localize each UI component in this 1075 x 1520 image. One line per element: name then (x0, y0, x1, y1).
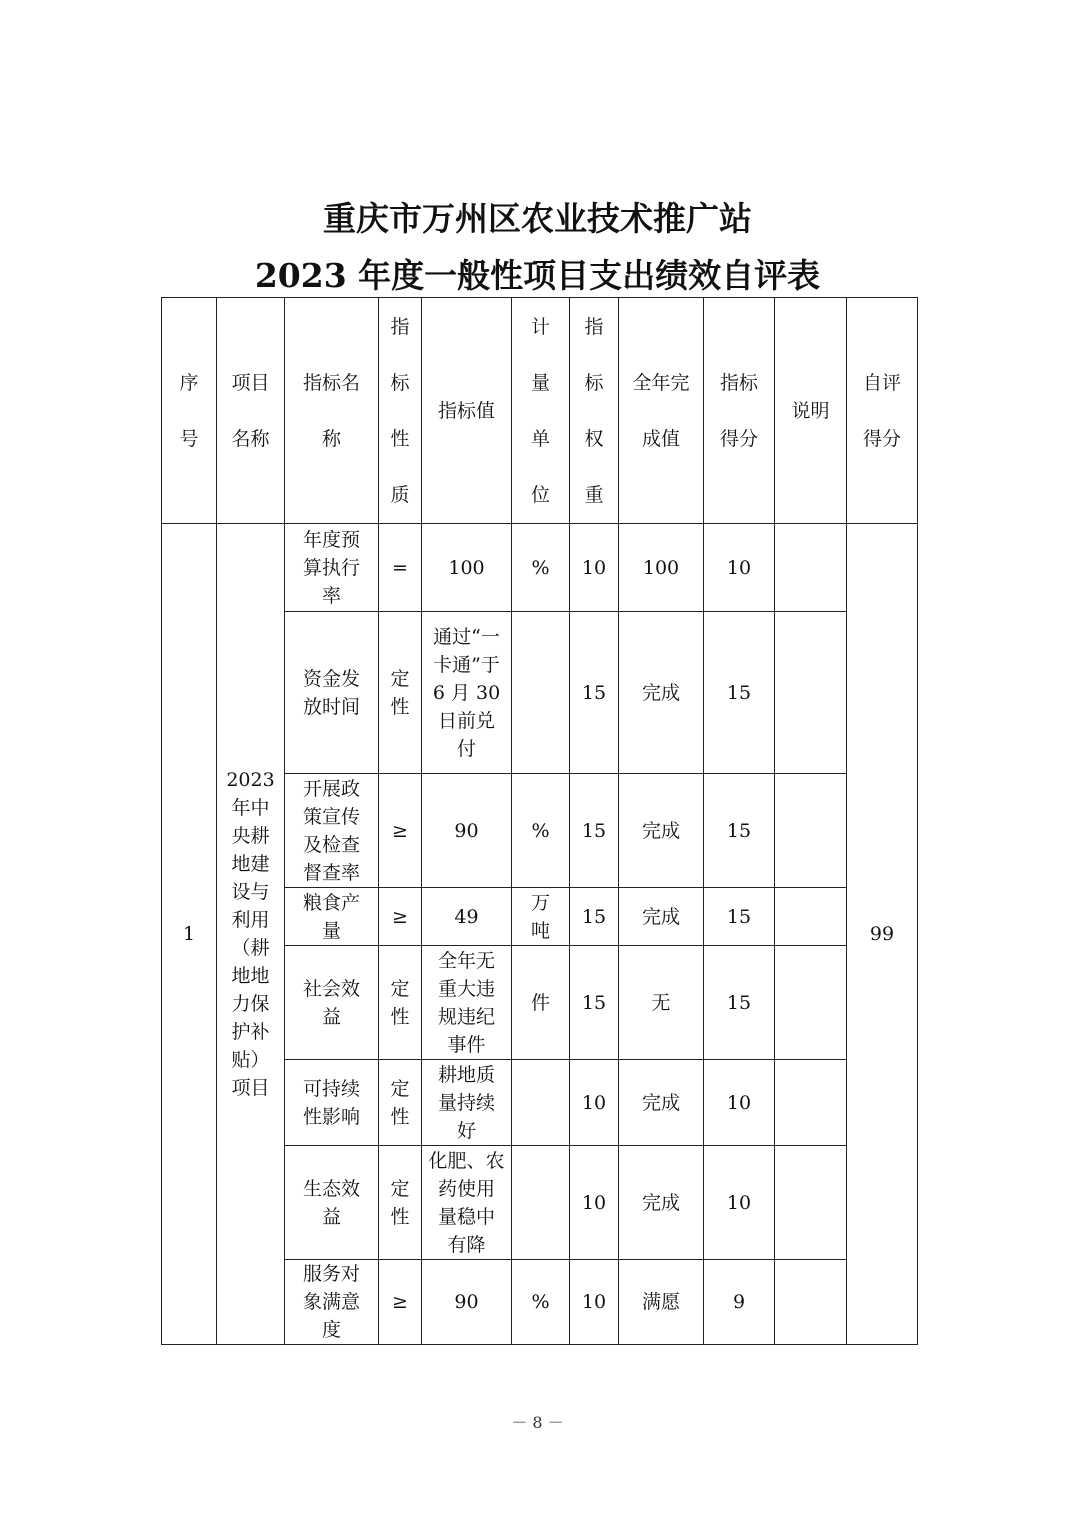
score-cell: 15 (704, 612, 775, 774)
unit-cell (512, 1146, 570, 1260)
indicator-name-cell (285, 774, 379, 888)
cell-line: 耕地质 (437, 1063, 495, 1086)
header-self-score (847, 298, 918, 524)
cell-line: 吨 (530, 919, 550, 942)
cell-line: 说明 (791, 399, 830, 422)
cell-line: 定 (390, 1077, 410, 1100)
header-weight (570, 298, 619, 524)
indicator-value-cell (422, 1060, 512, 1146)
self-score-cell: 99 (847, 524, 918, 1345)
page-number: － 8 － (511, 1413, 564, 1432)
cell-line: 粮食产 (302, 891, 360, 914)
note-cell (775, 888, 847, 946)
cell-line: 指 (390, 315, 410, 338)
indicator-name-cell (285, 1260, 379, 1345)
cell-line: 社会效 (302, 977, 360, 1000)
cell-line: 定 (390, 1177, 410, 1200)
cell-line: 性 (390, 427, 410, 450)
header-row (162, 298, 918, 524)
cell-line: 自评 (862, 371, 901, 394)
cell-line: 定 (390, 667, 410, 690)
cell-line: 力保 (231, 993, 270, 1015)
cell-line: 指 (584, 315, 604, 338)
nature-cell (379, 888, 422, 946)
cell-line: 标 (390, 371, 410, 394)
cell-line: 序 (179, 371, 199, 394)
cell-line: 事件 (447, 1033, 486, 1056)
cell-line: 量 (321, 919, 341, 942)
cell-line: 全年无 (437, 949, 495, 972)
cell-line: 好 (456, 1119, 476, 1142)
cell-line: 率 (321, 584, 341, 607)
indicator-name-cell (285, 524, 379, 612)
actual-value-cell: 满愿 (619, 1260, 704, 1345)
cell-line: 服务对 (302, 1263, 360, 1285)
weight-cell: 10 (570, 1060, 619, 1146)
header-value (422, 298, 512, 524)
cell-line: 重 (584, 483, 604, 506)
note-cell (775, 946, 847, 1060)
cell-line: 性影响 (302, 1105, 360, 1128)
cell-line: ≥ (392, 1291, 408, 1313)
unit-cell (512, 1060, 570, 1146)
nature-cell (379, 1060, 422, 1146)
cell-line: 全年完 (632, 371, 690, 394)
cell-line: 质 (390, 483, 410, 506)
unit-cell (512, 774, 570, 888)
header-indicator-name (285, 298, 379, 524)
cell-line: 单 (530, 427, 550, 450)
cell-line: 药使用 (437, 1177, 495, 1200)
header-score (704, 298, 775, 524)
evaluation-table (161, 297, 918, 1345)
actual-value-cell: 100 (619, 524, 704, 612)
cell-line: 象满意 (302, 1291, 360, 1313)
nature-cell (379, 1146, 422, 1260)
score-cell: 10 (704, 524, 775, 612)
score-cell: 10 (704, 1060, 775, 1146)
cell-line: ≥ (392, 819, 408, 842)
score-cell: 9 (704, 1260, 775, 1345)
cell-line: 地地 (231, 965, 270, 987)
score-cell: 15 (704, 946, 775, 1060)
cell-line: ≥ (392, 905, 408, 928)
cell-line: 指标名 (302, 371, 360, 394)
indicator-value-cell (422, 774, 512, 888)
header-seq (162, 298, 217, 524)
score-cell: 15 (704, 774, 775, 888)
note-cell (775, 1260, 847, 1345)
cell-line: 计 (530, 315, 550, 338)
header-nature (379, 298, 422, 524)
indicator-name-cell (285, 888, 379, 946)
cell-line: 年中 (231, 797, 270, 819)
cell-line: 指标值 (437, 399, 495, 422)
cell-line: 100 (448, 556, 485, 579)
cell-line: 性 (390, 1105, 410, 1128)
cell-line: 益 (321, 1205, 341, 1228)
cell-line: 度 (321, 1319, 341, 1341)
unit-cell (512, 612, 570, 774)
indicator-value-cell (422, 888, 512, 946)
indicator-name-cell (285, 1060, 379, 1146)
cell-line: 得分 (862, 427, 901, 450)
unit-cell (512, 888, 570, 946)
cell-line: 日前兑 (437, 709, 495, 732)
indicator-name-cell (285, 946, 379, 1060)
cell-line: 可持续 (302, 1077, 360, 1100)
cell-line: 付 (456, 737, 476, 760)
indicator-value-cell (422, 1260, 512, 1345)
cell-line: 定 (390, 977, 410, 1000)
cell-line: 央耕 (231, 825, 270, 847)
cell-line: 通过“一 (433, 625, 500, 648)
cell-line: 性 (390, 695, 410, 718)
cell-line: 开展政 (302, 777, 360, 800)
score-cell: 15 (704, 888, 775, 946)
actual-value-cell: 完成 (619, 888, 704, 946)
table-body (162, 524, 918, 1345)
cell-line: 量 (530, 371, 550, 394)
cell-line: 及检查 (302, 833, 360, 856)
cell-line: 年度预 (302, 528, 360, 551)
cell-line: 有降 (447, 1233, 486, 1256)
cell-line: 生态效 (302, 1177, 360, 1200)
unit-cell (512, 946, 570, 1060)
cell-line: 放时间 (302, 695, 360, 718)
note-cell (775, 774, 847, 888)
cell-line: 利用 (231, 909, 270, 931)
indicator-value-cell (422, 524, 512, 612)
indicator-value-cell (422, 946, 512, 1060)
cell-line: % (531, 819, 550, 842)
header-actual (619, 298, 704, 524)
note-cell (775, 1060, 847, 1146)
table-row (162, 524, 918, 612)
cell-line: 性 (390, 1205, 410, 1228)
cell-line: 重大违 (437, 977, 495, 1000)
header-note (775, 298, 847, 524)
cell-line: 90 (454, 819, 479, 842)
header-unit (512, 298, 570, 524)
actual-value-cell: 无 (619, 946, 704, 1060)
cell-line: 益 (321, 1005, 341, 1028)
cell-line: 性 (390, 1005, 410, 1028)
weight-cell: 10 (570, 1146, 619, 1260)
indicator-name-cell (285, 612, 379, 774)
note-cell (775, 612, 847, 774)
cell-line: （耕 (231, 937, 270, 959)
actual-value-cell: 完成 (619, 774, 704, 888)
weight-cell: 15 (570, 888, 619, 946)
unit-cell (512, 1260, 570, 1345)
indicator-name-cell (285, 1146, 379, 1260)
cell-line: 成值 (641, 427, 680, 450)
cell-line: 称 (321, 427, 341, 450)
weight-cell: 15 (570, 774, 619, 888)
cell-line: 得分 (719, 427, 758, 450)
weight-cell: 10 (570, 524, 619, 612)
cell-line: 位 (530, 483, 550, 506)
cell-line: 贴） (231, 1049, 270, 1071)
cell-line: 量稳中 (437, 1205, 495, 1228)
cell-line: 卡通”于 (433, 653, 500, 676)
cell-line: 规违纪 (437, 1005, 495, 1028)
indicator-value-cell (422, 612, 512, 774)
title-line-1: 重庆市万州区农业技术推广站 (323, 199, 752, 238)
actual-value-cell: 完成 (619, 1146, 704, 1260)
weight-cell: 15 (570, 946, 619, 1060)
cell-line: 6 月 30 (432, 681, 501, 704)
cell-line: 万 (530, 891, 550, 914)
nature-cell (379, 612, 422, 774)
cell-line: % (531, 1291, 550, 1313)
cell-line: 件 (530, 991, 550, 1014)
seq-cell: 1 (162, 524, 217, 1345)
header-project-name (217, 298, 285, 524)
cell-line: 项目 (231, 1077, 270, 1099)
cell-line: = (392, 556, 408, 579)
nature-cell (379, 946, 422, 1060)
unit-cell (512, 524, 570, 612)
cell-line: 算执行 (302, 556, 360, 579)
cell-line: 化肥、农 (428, 1149, 505, 1172)
score-cell: 10 (704, 1146, 775, 1260)
cell-line: 设与 (231, 881, 270, 903)
cell-line: 护补 (231, 1021, 270, 1043)
cell-line: 号 (179, 427, 199, 450)
actual-value-cell: 完成 (619, 612, 704, 774)
note-cell (775, 1146, 847, 1260)
cell-line: 指标 (719, 371, 758, 394)
note-cell (775, 524, 847, 612)
cell-line: 标 (584, 371, 604, 394)
cell-line: 策宣传 (302, 805, 360, 828)
nature-cell (379, 1260, 422, 1345)
nature-cell (379, 774, 422, 888)
cell-line: 权 (584, 427, 604, 450)
cell-line: 名称 (231, 427, 270, 450)
weight-cell: 15 (570, 612, 619, 774)
project-name-cell (217, 524, 285, 1345)
cell-line: 49 (454, 905, 479, 928)
cell-line: 量持续 (437, 1091, 495, 1114)
weight-cell: 10 (570, 1260, 619, 1345)
cell-line: 督查率 (302, 861, 360, 884)
title-line-2: 2023 年度一般性项目支出绩效自评表 (254, 256, 821, 295)
cell-line: 地建 (231, 853, 270, 875)
cell-line: 项目 (231, 371, 270, 394)
indicator-value-cell (422, 1146, 512, 1260)
cell-line: 资金发 (302, 667, 360, 690)
document-title (0, 190, 1075, 304)
cell-line: 2023 (226, 769, 275, 791)
cell-line: % (531, 556, 550, 579)
cell-line: 90 (454, 1291, 479, 1313)
nature-cell (379, 524, 422, 612)
actual-value-cell: 完成 (619, 1060, 704, 1146)
